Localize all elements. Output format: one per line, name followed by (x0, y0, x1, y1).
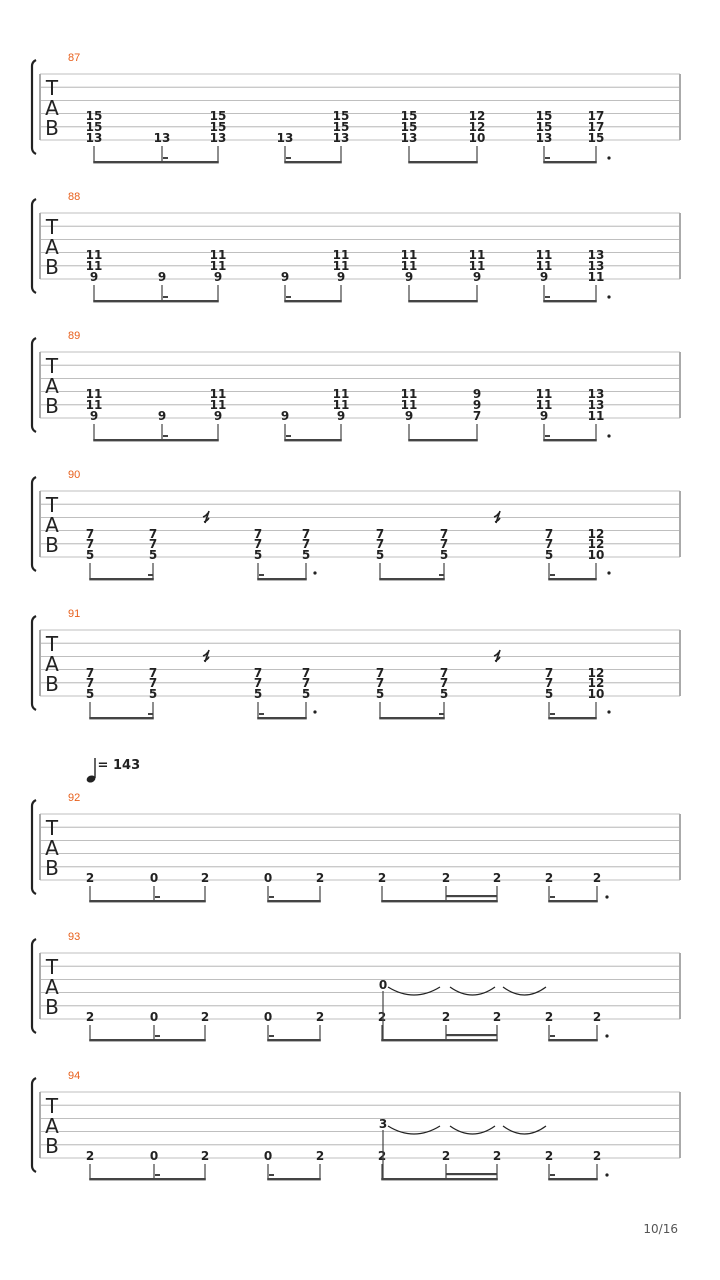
staff-bracket (32, 199, 36, 293)
staff-bracket (32, 1078, 36, 1172)
fret-number: 5 (439, 687, 449, 701)
fret-number: 2 (200, 1149, 210, 1163)
beam (89, 1039, 206, 1041)
fret-number: 13 (587, 398, 605, 412)
fret-number: 2 (315, 871, 325, 885)
fret-number: 9 (280, 409, 290, 423)
beam (284, 439, 342, 441)
fret-number: 9 (336, 409, 346, 423)
fret-number: 2 (592, 1010, 602, 1024)
fret-number: 11 (535, 387, 553, 401)
staff-bracket (32, 616, 36, 710)
tab-letter-t: T (45, 1094, 59, 1118)
fret-number: 0 (149, 871, 159, 885)
tab-letter-b: B (45, 672, 59, 696)
system-90 (32, 469, 680, 580)
fret-number: 7 (85, 666, 95, 680)
fret-number: 5 (85, 687, 95, 701)
fret-number: 9 (89, 409, 99, 423)
fret-number: 5 (544, 687, 554, 701)
measure-number: 89 (68, 330, 81, 342)
system-87 (32, 52, 680, 163)
fret-number: 9 (213, 270, 223, 284)
tie-arc (388, 987, 440, 995)
fret-number: 2 (592, 871, 602, 885)
fret-number: 0 (149, 1010, 159, 1024)
fret-number: 7 (544, 666, 554, 680)
tab-letter-t: T (45, 632, 59, 656)
fret-number: 0 (149, 1149, 159, 1163)
fret-number: 9 (157, 409, 167, 423)
partial-beam (269, 1035, 274, 1037)
fret-number: 13 (587, 259, 605, 273)
fret-number: 5 (301, 687, 311, 701)
tab-letter-t: T (45, 816, 59, 840)
fret-number: 2 (544, 871, 554, 885)
duration-dot (607, 710, 610, 713)
partial-beam (269, 1174, 274, 1176)
fret-number: 7 (544, 527, 554, 541)
fret-number: 11 (535, 248, 553, 262)
page-number: 10/16 (643, 1222, 678, 1236)
tab-letter-t: T (45, 215, 59, 239)
beam (543, 439, 597, 441)
tab-letter-a: A (45, 513, 59, 537)
tie-arc (450, 987, 495, 995)
beam (89, 717, 154, 719)
beam (381, 1039, 498, 1041)
fret-number: 9 (89, 270, 99, 284)
fret-number: 2 (492, 1010, 502, 1024)
tie-arc (503, 987, 546, 995)
system-88 (32, 191, 680, 302)
beam (379, 578, 445, 580)
fret-number: 7 (301, 537, 311, 551)
fret-number: 7 (439, 527, 449, 541)
fret-number: 15 (535, 120, 553, 134)
fret-number: 9 (472, 398, 482, 412)
fret-number: 11 (400, 259, 418, 273)
fret-number: 9 (472, 270, 482, 284)
fret-number: 17 (587, 120, 605, 134)
fret-number: 15 (209, 120, 227, 134)
staff-bracket (32, 60, 36, 154)
partial-beam (286, 435, 291, 437)
fret-number: 15 (85, 109, 103, 123)
tab-letter-t: T (45, 955, 59, 979)
fret-number: 15 (332, 109, 350, 123)
fret-number: 12 (587, 676, 605, 690)
fret-number: 11 (587, 270, 605, 284)
beam (543, 300, 597, 302)
fret-number-top: 0 (378, 978, 388, 992)
fret-number: 7 (253, 537, 263, 551)
fret-number: 13 (587, 248, 605, 262)
fret-number: 7 (148, 676, 158, 690)
system-89 (32, 330, 680, 441)
measure-number: 88 (68, 191, 81, 203)
measure-number: 93 (68, 931, 81, 943)
tab-letter-a: A (45, 235, 59, 259)
fret-number: 7 (375, 527, 385, 541)
measure-number: 94 (68, 1070, 81, 1082)
fret-number: 7 (375, 666, 385, 680)
tab-letter-b: B (45, 533, 59, 557)
fret-number: 2 (315, 1010, 325, 1024)
duration-dot (607, 295, 610, 298)
fret-number: 7 (439, 666, 449, 680)
fret-number: 7 (375, 676, 385, 690)
partial-beam (259, 713, 264, 715)
fret-number: 5 (301, 548, 311, 562)
fret-number: 9 (213, 409, 223, 423)
fret-number: 13 (400, 131, 418, 145)
fret-number: 9 (472, 387, 482, 401)
duration-dot (605, 1173, 608, 1176)
system-92 (32, 792, 680, 902)
measure-number: 87 (68, 52, 81, 64)
beam (381, 1178, 498, 1180)
fret-number: 11 (332, 387, 350, 401)
tie-arc (450, 1126, 495, 1134)
partial-beam (155, 896, 160, 898)
measure-number: 92 (68, 792, 81, 804)
beam (89, 900, 206, 902)
fret-number: 10 (587, 687, 605, 701)
fret-number: 13 (332, 131, 350, 145)
partial-beam (269, 896, 274, 898)
fret-number: 9 (539, 270, 549, 284)
beam (267, 1039, 321, 1041)
tab-letter-a: A (45, 374, 59, 398)
fret-number: 5 (253, 548, 263, 562)
tab-letter-a: A (45, 1114, 59, 1138)
beam (89, 1178, 206, 1180)
partial-beam (163, 157, 168, 159)
staff-bracket (32, 800, 36, 894)
fret-number: 5 (439, 548, 449, 562)
partial-beam (163, 296, 168, 298)
partial-beam (439, 713, 444, 715)
fret-number: 0 (263, 1010, 273, 1024)
fret-number: 15 (209, 109, 227, 123)
fret-number: 5 (85, 548, 95, 562)
beam (548, 717, 597, 719)
fret-number: 11 (85, 387, 103, 401)
fret-number: 7 (148, 666, 158, 680)
fret-number: 2 (544, 1149, 554, 1163)
tab-letter-b: B (45, 856, 59, 880)
beam (267, 1178, 321, 1180)
fret-number: 7 (439, 537, 449, 551)
fret-number: 9 (157, 270, 167, 284)
fret-number: 2 (377, 871, 387, 885)
beam (548, 1039, 598, 1041)
fret-number: 7 (439, 676, 449, 690)
partial-beam (550, 896, 555, 898)
fret-number: 7 (85, 676, 95, 690)
fret-number: 12 (587, 666, 605, 680)
fret-number: 10 (587, 548, 605, 562)
fret-number: 11 (332, 259, 350, 273)
staff-bracket (32, 477, 36, 571)
fret-number: 5 (375, 548, 385, 562)
fret-number: 9 (336, 270, 346, 284)
duration-dot (607, 571, 610, 574)
beam (93, 439, 219, 441)
fret-number: 12 (468, 120, 486, 134)
tab-letter-t: T (45, 354, 59, 378)
beam (284, 300, 342, 302)
fret-number: 7 (148, 537, 158, 551)
tempo-value: 143 (113, 758, 141, 773)
beam (548, 900, 598, 902)
fret-number: 7 (85, 527, 95, 541)
fret-number: 13 (276, 131, 294, 145)
fret-number: 2 (315, 1149, 325, 1163)
tab-letter-a: A (45, 652, 59, 676)
tie-arc (503, 1126, 546, 1134)
fret-number: 11 (85, 398, 103, 412)
duration-dot (605, 895, 608, 898)
fret-number: 11 (85, 259, 103, 273)
beam (548, 578, 597, 580)
fret-number: 15 (400, 109, 418, 123)
beam (408, 439, 478, 441)
fret-number: 7 (544, 537, 554, 551)
partial-beam (439, 574, 444, 576)
partial-beam (163, 435, 168, 437)
fret-number: 2 (441, 871, 451, 885)
tempo-equals: = (97, 758, 109, 773)
partial-beam (550, 574, 555, 576)
partial-beam (550, 1035, 555, 1037)
fret-number: 13 (153, 131, 171, 145)
tie-arc (388, 1126, 440, 1134)
fret-number: 15 (332, 120, 350, 134)
beam (93, 161, 219, 163)
fret-number: 12 (587, 537, 605, 551)
fret-number: 7 (253, 666, 263, 680)
fret-number: 2 (377, 1010, 387, 1024)
partial-beam (148, 574, 153, 576)
fret-number: 11 (209, 259, 227, 273)
fret-number: 15 (535, 109, 553, 123)
fret-number: 17 (587, 109, 605, 123)
tab-letter-b: B (45, 394, 59, 418)
beam (543, 161, 597, 163)
fret-number: 7 (148, 527, 158, 541)
fret-number: 5 (148, 548, 158, 562)
fret-number: 7 (301, 666, 311, 680)
fret-number: 11 (209, 387, 227, 401)
system-91 (32, 608, 680, 719)
fret-number: 11 (400, 387, 418, 401)
duration-dot (605, 1034, 608, 1037)
sixteenth-beam (446, 1173, 497, 1175)
fret-number: 2 (200, 1010, 210, 1024)
fret-number: 2 (85, 871, 95, 885)
fret-number: 11 (85, 248, 103, 262)
fret-number: 7 (544, 676, 554, 690)
system-94 (32, 1070, 680, 1180)
fret-number: 7 (301, 676, 311, 690)
fret-number: 11 (535, 259, 553, 273)
fret-number: 0 (263, 871, 273, 885)
fret-number: 9 (280, 270, 290, 284)
fret-number: 11 (587, 409, 605, 423)
duration-dot (607, 434, 610, 437)
fret-number: 7 (253, 527, 263, 541)
fret-number: 2 (492, 871, 502, 885)
staff-bracket (32, 939, 36, 1033)
tempo-marking (86, 758, 141, 784)
fret-number: 10 (468, 131, 486, 145)
fret-number: 2 (200, 871, 210, 885)
sixteenth-beam (446, 895, 497, 897)
beam (379, 717, 445, 719)
fret-number: 5 (375, 687, 385, 701)
duration-dot (313, 710, 316, 713)
fret-number: 12 (468, 109, 486, 123)
partial-beam (155, 1174, 160, 1176)
fret-number: 9 (539, 409, 549, 423)
fret-number: 2 (85, 1010, 95, 1024)
tab-letter-a: A (45, 975, 59, 999)
fret-number: 11 (209, 248, 227, 262)
fret-number: 2 (544, 1010, 554, 1024)
fret-number: 2 (441, 1149, 451, 1163)
beam (284, 161, 342, 163)
fret-number: 11 (332, 398, 350, 412)
partial-beam (155, 1035, 160, 1037)
fret-number: 0 (263, 1149, 273, 1163)
fret-number: 2 (377, 1149, 387, 1163)
tab-letter-t: T (45, 493, 59, 517)
tab-letter-b: B (45, 116, 59, 140)
beam (548, 1178, 598, 1180)
beam (381, 900, 498, 902)
fret-number: 15 (400, 120, 418, 134)
fret-number: 13 (535, 131, 553, 145)
sixteenth-beam (446, 1034, 497, 1036)
tab-letter-b: B (45, 995, 59, 1019)
fret-number: 9 (404, 270, 414, 284)
beam (408, 161, 478, 163)
fret-number: 5 (148, 687, 158, 701)
beam (89, 578, 154, 580)
system-93 (32, 931, 680, 1041)
tab-letter-b: B (45, 255, 59, 279)
fret-number: 7 (472, 409, 482, 423)
fret-number: 2 (441, 1010, 451, 1024)
beam (257, 578, 307, 580)
partial-beam (259, 574, 264, 576)
fret-number: 7 (253, 676, 263, 690)
partial-beam (550, 1174, 555, 1176)
fret-number: 12 (587, 527, 605, 541)
fret-number: 2 (85, 1149, 95, 1163)
measure-number: 90 (68, 469, 81, 481)
partial-beam (545, 157, 550, 159)
staff-bracket (32, 338, 36, 432)
fret-number: 13 (85, 131, 103, 145)
partial-beam (545, 435, 550, 437)
fret-number: 13 (587, 387, 605, 401)
fret-number: 11 (332, 248, 350, 262)
beam (257, 717, 307, 719)
fret-number: 5 (544, 548, 554, 562)
partial-beam (550, 713, 555, 715)
partial-beam (545, 296, 550, 298)
beam (93, 300, 219, 302)
tab-letter-a: A (45, 836, 59, 860)
fret-number: 11 (400, 398, 418, 412)
duration-dot (313, 571, 316, 574)
fret-number: 11 (468, 259, 486, 273)
fret-number: 7 (85, 537, 95, 551)
fret-number: 15 (587, 131, 605, 145)
fret-number: 7 (301, 527, 311, 541)
beam (408, 300, 478, 302)
fret-number: 11 (535, 398, 553, 412)
partial-beam (286, 296, 291, 298)
fret-number: 5 (253, 687, 263, 701)
partial-beam (148, 713, 153, 715)
fret-number: 7 (375, 537, 385, 551)
fret-number: 11 (400, 248, 418, 262)
fret-number: 15 (85, 120, 103, 134)
fret-number-top: 3 (378, 1117, 388, 1131)
duration-dot (607, 156, 610, 159)
partial-beam (286, 157, 291, 159)
beam (267, 900, 321, 902)
fret-number: 2 (592, 1149, 602, 1163)
fret-number: 2 (492, 1149, 502, 1163)
measure-number: 91 (68, 608, 81, 620)
tab-letter-t: T (45, 76, 59, 100)
tab-letter-b: B (45, 1134, 59, 1158)
fret-number: 11 (468, 248, 486, 262)
fret-number: 9 (404, 409, 414, 423)
fret-number: 13 (209, 131, 227, 145)
fret-number: 11 (209, 398, 227, 412)
tab-letter-a: A (45, 96, 59, 120)
